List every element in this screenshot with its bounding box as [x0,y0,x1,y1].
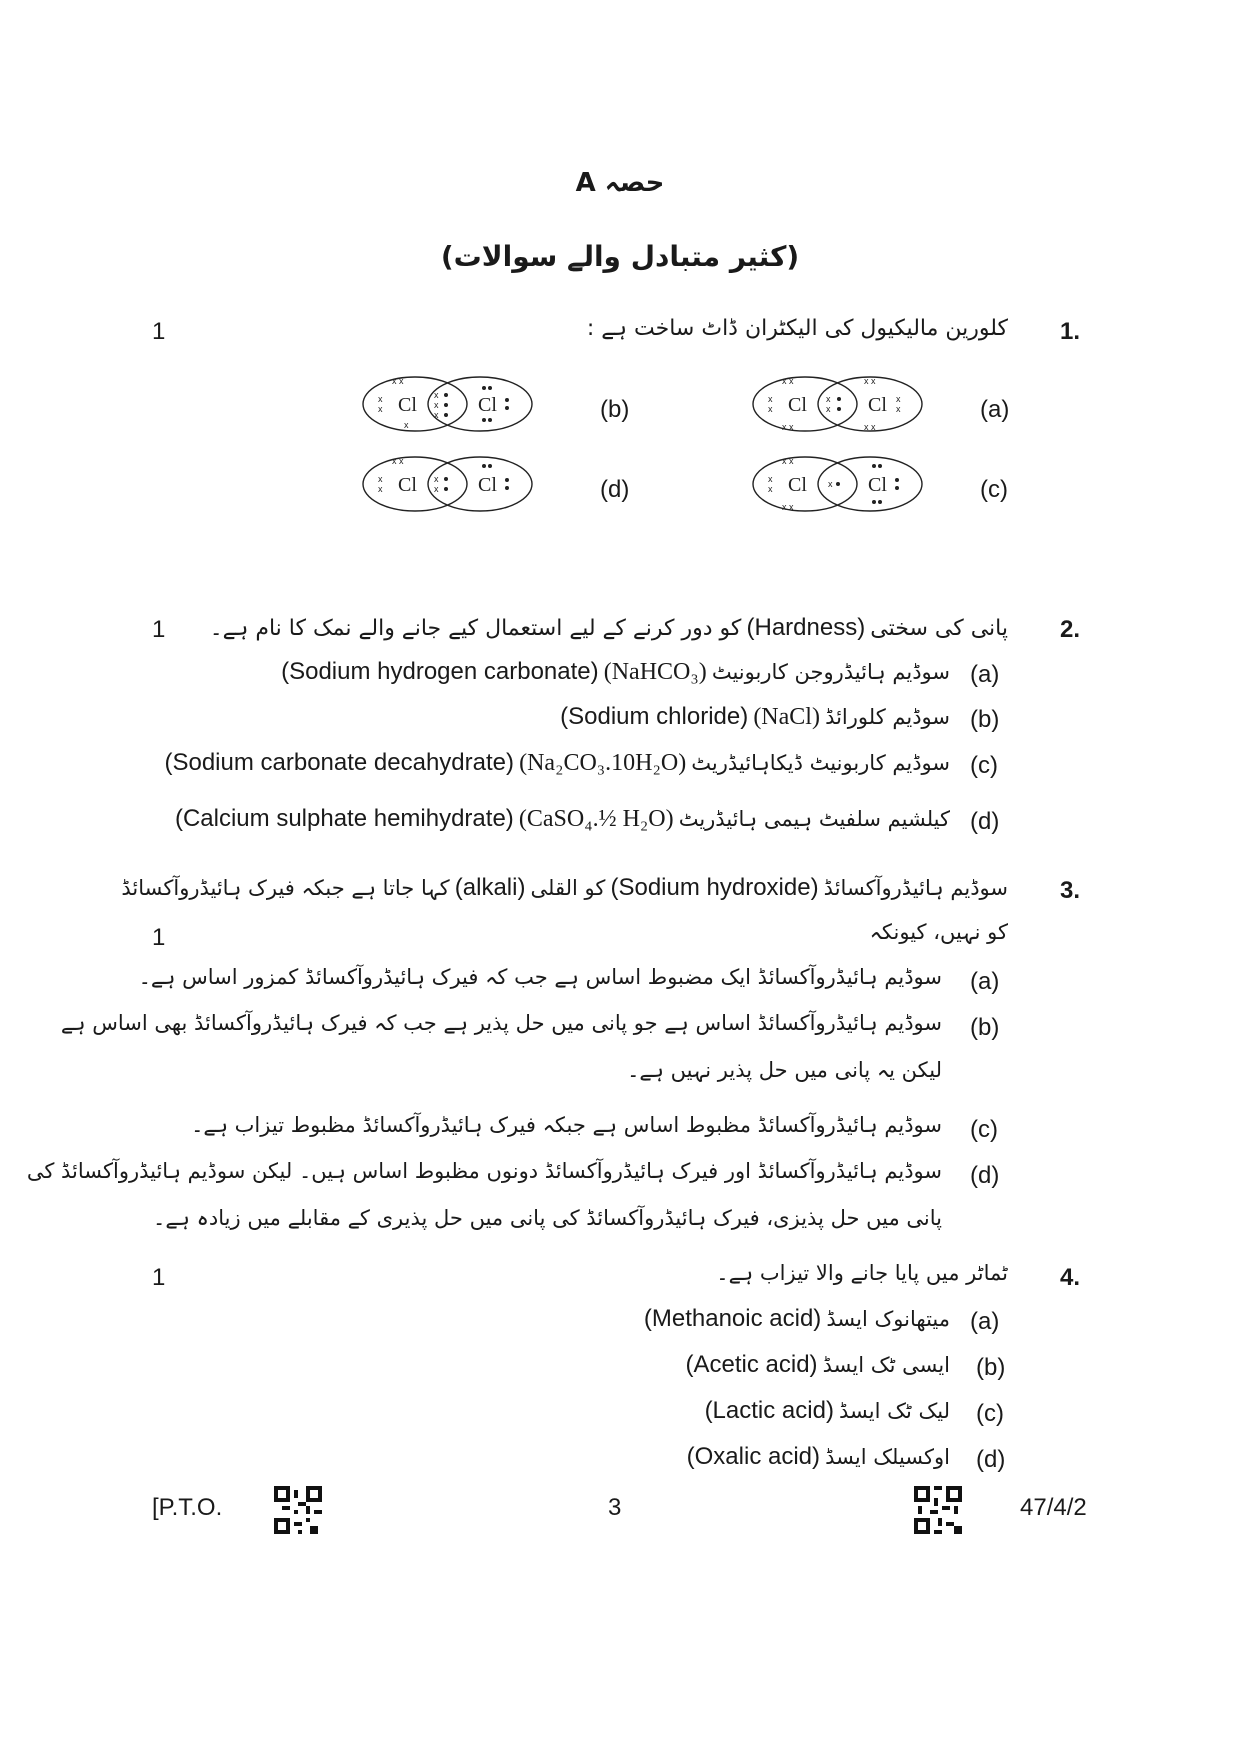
page-number: 3 [608,1494,622,1521]
section-subtitle: (کثیر متبادل والے سوالات) [440,240,800,273]
svg-text:x: x [434,390,439,400]
svg-text:x: x [826,394,831,404]
svg-text:x x: x x [782,422,794,432]
q2-marks: 1 [152,616,166,643]
q1-diagram-d [360,452,540,516]
svg-text:x: x [828,479,833,489]
q2-d-urdu: کیلشیم سلفیٹ ہیمی ہائیڈریٹ [678,807,950,831]
q4-stem: ٹماٹر میں پایا جانے والا تیزاب ہے۔ [716,1261,1008,1285]
svg-text:x x: x x [782,376,794,386]
q3-option-b-line2: لیکن یہ پانی میں حل پذیر نہیں ہے۔ [627,1058,942,1082]
q2-stem-urdu-a: پانی کی سختی [870,616,1008,641]
q2-option-a-label: (a) [970,661,1000,688]
svg-text:x: x [404,420,409,430]
q3-stem-line1 [121,874,1008,902]
q4-option-b-label: (b) [976,1354,1006,1381]
q4-option-a-label: (a) [970,1308,1000,1335]
q2-b-urdu: سوڈیم کلورائڈ [825,705,950,729]
q2-c-urdu: سوڈیم کاربونیٹ ڈیکاہائیڈریٹ [691,751,950,775]
q4-b-urdu: ایسی ٹک ایسڈ [822,1353,950,1377]
q1-diagram-a [750,372,930,436]
q4-option-d-label: (d) [976,1446,1006,1473]
q3-marks: 1 [152,924,166,951]
q4-b-english: (Acetic acid) [685,1351,818,1378]
q4-option-a [644,1305,950,1333]
svg-text:x: x [378,484,383,494]
q2-a-urdu: سوڈیم ہائیڈروجن کاربونیٹ [711,660,950,684]
q2-b-english: (Sodium chloride) [560,703,749,730]
q3-option-d-line2: پانی میں حل پذیزی، فیرک ہائیڈروآکسائڈ کی پانی میں حل پذیری کے مقابلے میں زیادہ ہے۔ [153,1206,942,1230]
q2-stem [210,614,1008,642]
q4-option-d [687,1443,950,1471]
svg-text:x x: x x [392,376,404,386]
q4-c-urdu: لیک ٹک ایسڈ [839,1399,950,1423]
q1-a-cl-right: Cl [868,394,887,416]
svg-text:x: x [768,484,773,494]
q3-option-a-line1: سوڈیم ہائیڈروآکسائڈ ایک مضبوط اساس ہے جب کہ فیرک ہائیڈروآکسائڈ کمزور اساس ہے۔ [138,965,942,989]
q4-option-c [705,1397,950,1425]
q2-d-formula: (CaSO₄.½ H₂O) [518,806,674,832]
q4-d-english: (Oxalic acid) [686,1443,820,1470]
q2-c-english: (Sodium carbonate decahydrate) [164,749,515,776]
q2-option-d-label: (d) [970,808,1000,835]
q3-stem-english-a: (Sodium hydroxide) [610,874,819,901]
qr-code-right-icon [914,1486,962,1534]
q1-b-cl-left: Cl [398,394,417,416]
q1-option-a-label: (a) [980,396,1010,423]
svg-text:x: x [434,474,439,484]
q2-option-c-label: (c) [970,752,998,779]
svg-text:x: x [768,474,773,484]
q3-stem-line2: کو نہیں، کیونکہ [869,920,1008,944]
svg-text:x: x [768,404,773,414]
q4-marks: 1 [152,1264,166,1291]
svg-text:x x: x x [864,376,876,386]
svg-text:x: x [434,400,439,410]
q1-d-cl-left: Cl [398,474,417,496]
q2-option-a [281,658,950,686]
svg-text:x x: x x [782,456,794,466]
q2-option-c [164,749,950,777]
q1-c-cl-left: Cl [788,474,807,496]
svg-text:x x: x x [864,422,876,432]
q1-b-cl-right: Cl [478,394,497,416]
q2-option-d [175,805,950,833]
q3-stem-urdu-c: کہا جاتا ہے جبکہ فیرک ہائیڈروآکسائڈ [121,876,450,900]
q4-a-english: (Methanoic acid) [643,1305,822,1332]
section-title: حصہ A [575,168,665,198]
q1-marks: 1 [152,318,166,345]
q1-diagram-c [750,452,930,516]
q2-a-english: (Sodium hydrogen carbonate) [281,658,599,685]
q4-option-b [686,1351,950,1379]
qr-code-left-icon [274,1486,322,1534]
q1-stem: کلورین مالیکیول کی الیکٹران ڈاٹ ساخت ہے : [586,316,1008,341]
q1-option-d-label: (d) [600,476,630,503]
q3-option-a-label: (a) [970,968,1000,995]
q2-option-b [560,703,950,731]
q1-option-b-label: (b) [600,396,630,423]
pto-label: [P.T.O. [152,1494,223,1521]
q2-b-formula: (NaCl) [753,704,820,730]
svg-text:x: x [378,404,383,414]
svg-text:x x: x x [392,456,404,466]
q1-option-c-label: (c) [980,476,1008,503]
q1-a-cl-left: Cl [788,394,807,416]
q3-option-c-line1: سوڈیم ہائیڈروآکسائڈ مظبوط اساس ہے جبکہ فیرک ہائیڈروآکسائڈ مظبوط تیزاب ہے۔ [191,1113,942,1137]
svg-text:x: x [896,394,901,404]
svg-text:x: x [826,404,831,414]
q2-stem-english: (Hardness) [746,614,866,641]
q1-d-cl-right: Cl [478,474,497,496]
q2-c-formula: (Na₂CO₃.10H₂O) [519,750,687,776]
paper-code: 47/4/2 [1020,1494,1087,1521]
q1-diagram-b [360,372,540,436]
q3-stem-urdu-b: کو القلی [530,876,606,900]
q3-stem-english-b: (alkali) [454,874,526,901]
q3-option-d-label: (d) [970,1162,1000,1189]
q3-number: 3. [1060,877,1081,904]
q2-d-english: (Calcium sulphate hemihydrate) [174,805,514,832]
q2-stem-urdu-b: کو دور کرنے کے لیے استعمال کیے جانے والے نمک کا نام ہے۔ [209,616,742,641]
q2-number: 2. [1060,616,1081,643]
q3-option-b-line1: سوڈیم ہائیڈروآکسائڈ اساس ہے جو پانی میں حل پذیر ہے جب کہ فیرک ہائیڈروآکسائڈ بھی اساس ہے [60,1011,942,1035]
q4-number: 4. [1060,1264,1081,1291]
q4-a-urdu: میتھانوک ایسڈ [826,1307,950,1331]
q1-number: 1. [1060,318,1081,345]
q1-c-cl-right: Cl [868,474,887,496]
q3-option-b-label: (b) [970,1014,1000,1041]
q4-option-c-label: (c) [976,1400,1004,1427]
q3-stem-urdu-a: سوڈیم ہائیڈروآکسائڈ [823,876,1008,900]
svg-text:x: x [434,410,439,420]
svg-text:x: x [378,394,383,404]
q2-option-b-label: (b) [970,706,1000,733]
svg-text:x: x [768,394,773,404]
svg-text:x: x [378,474,383,484]
q2-a-formula: (NaHCO₃) [603,659,707,685]
svg-text:x: x [434,484,439,494]
svg-text:x x: x x [782,502,794,512]
q4-c-english: (Lactic acid) [704,1397,834,1424]
q3-option-c-label: (c) [970,1116,998,1143]
svg-text:x: x [896,404,901,414]
q3-option-d-line1: سوڈیم ہائیڈروآکسائڈ اور فیرک ہائیڈروآکسائڈ دونوں مظبوط اساس ہیں۔ لیکن سوڈیم ہائیڈروآکسائڈ کی [26,1159,942,1183]
q4-d-urdu: اوکسیلک ایسڈ [825,1445,950,1469]
